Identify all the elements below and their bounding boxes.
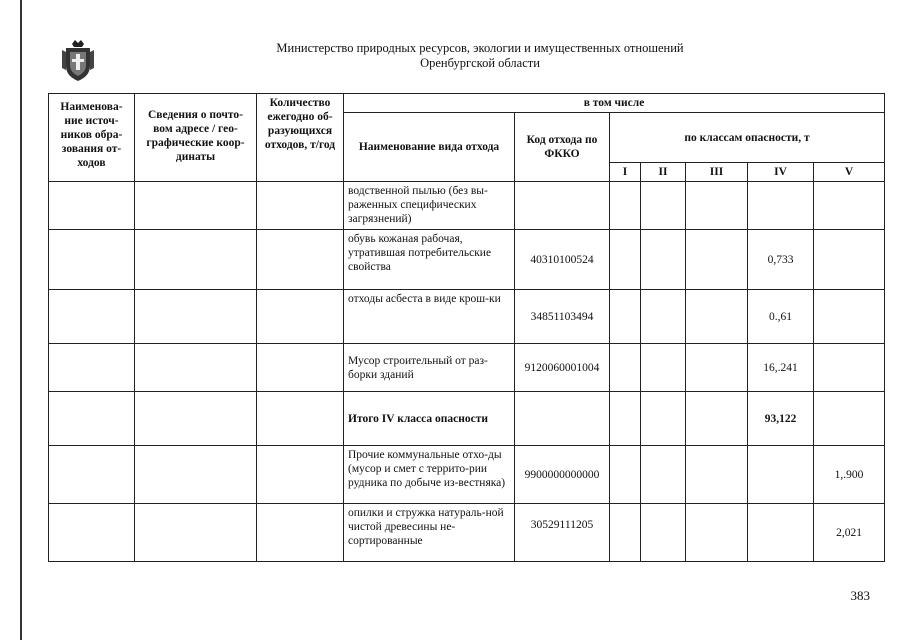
- table-row: [49, 182, 885, 230]
- document-header: [220, 41, 740, 71]
- header-class-1: I: [610, 163, 641, 182]
- page-number: 383: [850, 588, 870, 603]
- header-class-5: V: [814, 163, 885, 182]
- class-4-cell: [748, 182, 814, 230]
- header-including: в том числе: [344, 94, 885, 113]
- table-row: [49, 446, 885, 504]
- fkko-code-cell: [515, 392, 610, 446]
- waste-name-cell: обувь кожаная рабочая, утратившая потребительские свойства: [344, 230, 515, 290]
- class-5-cell: [814, 392, 885, 446]
- table-row: [49, 290, 885, 344]
- waste-name-cell: отходы асбеста в виде крош-ки: [344, 290, 515, 344]
- header-fkko-code: Код отхода по ФККО: [515, 113, 610, 182]
- ministry-name: Министерство природных ресурсов, экологии и имущественных отношений: [276, 41, 684, 55]
- total-class-4-value: 93,122: [748, 392, 814, 446]
- fkko-code-cell: 40310100524: [515, 230, 610, 290]
- table-row: [49, 504, 885, 562]
- total-class-4-label: Итого IV класса опасности: [344, 392, 515, 446]
- binding-line: [20, 0, 22, 640]
- waste-name-cell: водственной пылью (без вы-раженных специфических загрязнений): [344, 182, 515, 230]
- fkko-code-cell: 9900000000000: [515, 446, 610, 504]
- class-4-cell: 0.,61: [748, 290, 814, 344]
- class-5-cell: 1,.900: [814, 446, 885, 504]
- waste-name-cell: опилки и стружка натураль-ной чистой древесины не-сортированные: [344, 504, 515, 562]
- waste-name-cell: Мусор строительный от раз-борки зданий: [344, 344, 515, 392]
- waste-name-cell: Прочие коммунальные отхо-ды (мусор и смет с террито-рии рудника по добыче из-вестняка): [344, 446, 515, 504]
- header-class-4: IV: [748, 163, 814, 182]
- header-class-3: III: [686, 163, 748, 182]
- class-5-cell: [814, 230, 885, 290]
- fkko-code-cell: 34851103494: [515, 290, 610, 344]
- table-row: [49, 344, 885, 392]
- fkko-code-cell: [515, 182, 610, 230]
- table-row: [49, 230, 885, 290]
- class-4-cell: [748, 446, 814, 504]
- header-source-name: Наименова-ние источ-ников обра-зования от-ходов: [49, 94, 135, 182]
- class-4-cell: [748, 504, 814, 562]
- region-name: Оренбургской области: [420, 56, 540, 70]
- header-waste-type: Наименование вида отхода: [344, 113, 515, 182]
- class-5-cell: [814, 182, 885, 230]
- coat-of-arms-icon: [60, 38, 96, 82]
- class-5-cell: [814, 290, 885, 344]
- class-5-cell: 2,021: [814, 504, 885, 562]
- class-4-cell: 16,.241: [748, 344, 814, 392]
- header-quantity: Количество ежегодно об-разующихся отходов, т/год: [257, 94, 344, 182]
- class-4-cell: 0,733: [748, 230, 814, 290]
- header-by-class: по классам опасности, т: [610, 113, 885, 163]
- header-class-2: II: [641, 163, 686, 182]
- class-5-cell: [814, 344, 885, 392]
- fkko-code-cell: 9120060001004: [515, 344, 610, 392]
- waste-table: [48, 93, 885, 562]
- header-address: Сведения о почто-вом адресе / гео-графические коор-динаты: [135, 94, 257, 182]
- table-row: [49, 392, 885, 446]
- fkko-code-cell: 30529111205: [515, 504, 610, 562]
